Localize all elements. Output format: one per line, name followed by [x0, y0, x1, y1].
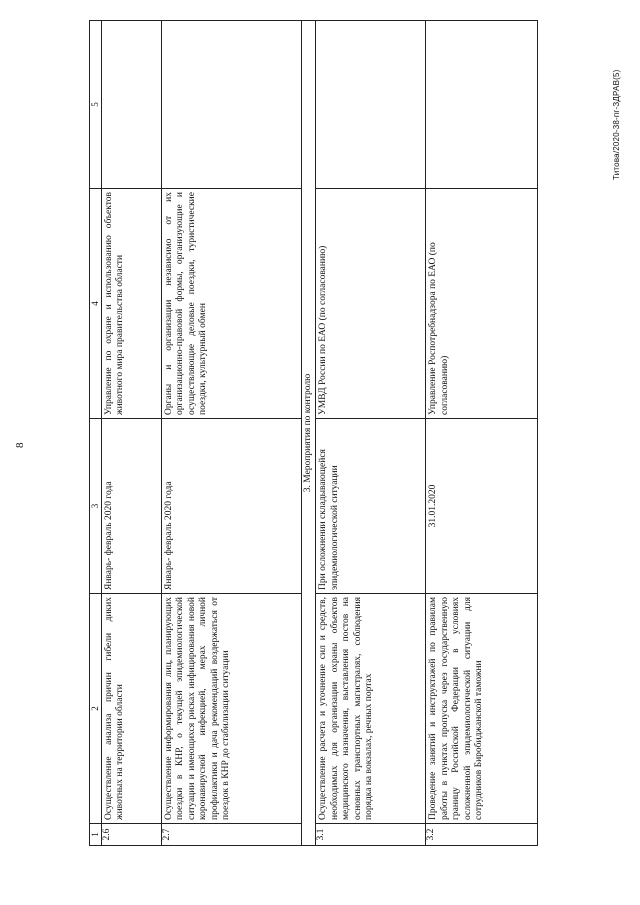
- table-row: [102, 21, 162, 846]
- action-cell: Осуществление информирования лиц, планирующих поездки в КНР, о текущей эпидемиологической ситуации и имеющихся рисках инфицирования новой коронавирусной инфекцией, мерах личной профилактики и дача рекомендаций воздержаться от поездок в КНР до стабилизации ситуации: [162, 594, 302, 824]
- measures-table: [89, 20, 538, 846]
- table-row: [316, 21, 426, 846]
- action-cell: Осуществление расчета и уточнение сил и средств, необходимых для организации охраны объектов медицинского назначения, выставления постов на основных транспортных магистралях, соблюдения порядка на вокзалах, речных портах: [316, 594, 426, 824]
- header-cell: 3: [90, 419, 102, 594]
- note-cell: [316, 21, 426, 189]
- action-cell: Осуществление анализа причин гибели диких животных на территории области: [102, 594, 162, 824]
- section-row: [302, 21, 316, 846]
- header-cell: 4: [90, 189, 102, 419]
- note-cell: [102, 21, 162, 189]
- header-cell: 2: [90, 594, 102, 824]
- term-cell: При осложнении складывающейся эпидемиологической ситуации: [316, 419, 426, 594]
- header-cell: 5: [90, 21, 102, 189]
- row-number: 3.1: [316, 824, 426, 846]
- row-number: 3.2: [426, 824, 538, 846]
- term-cell: Январь- февраль 2020 года: [162, 419, 302, 594]
- action-cell: Проведение занятий и инструктажей по правилам работы в пунктах пропуска через государственную границу Российской Федерации в условиях осложненной эпидемиологической ситуации для сотрудников Биробиджанской таможни: [426, 594, 538, 824]
- responsible-cell: УМВД России по ЕАО (по согласованию): [316, 189, 426, 419]
- responsible-cell: Управление Роспотребнадзора по ЕАО (по согласованию): [426, 189, 538, 419]
- row-number: 2.7: [162, 824, 302, 846]
- page-number: 8: [14, 442, 26, 448]
- table-row: [426, 21, 538, 846]
- responsible-cell: Управление по охране и использованию объектов животного мира правительства области: [102, 189, 162, 419]
- responsible-cell: Органы и организации независимо от их организационно-правовой формы, организующие и осуществляющие деловые поездки, туристические поездки, культурный обмен: [162, 189, 302, 419]
- document-code: Титова/2020-38-пг-ЗДРАВ(5): [612, 69, 621, 180]
- term-cell: 31.01.2020: [426, 419, 538, 594]
- table-row: [162, 21, 302, 846]
- header-cell: 1: [90, 824, 102, 846]
- note-cell: [162, 21, 302, 189]
- rotated-table-container: [89, 21, 523, 846]
- section-title: 3. Мероприятия по контролю: [302, 21, 316, 846]
- term-cell: Январь- февраль 2020 года: [102, 419, 162, 594]
- header-row: [90, 21, 102, 846]
- note-cell: [426, 21, 538, 189]
- row-number: 2.6: [102, 824, 162, 846]
